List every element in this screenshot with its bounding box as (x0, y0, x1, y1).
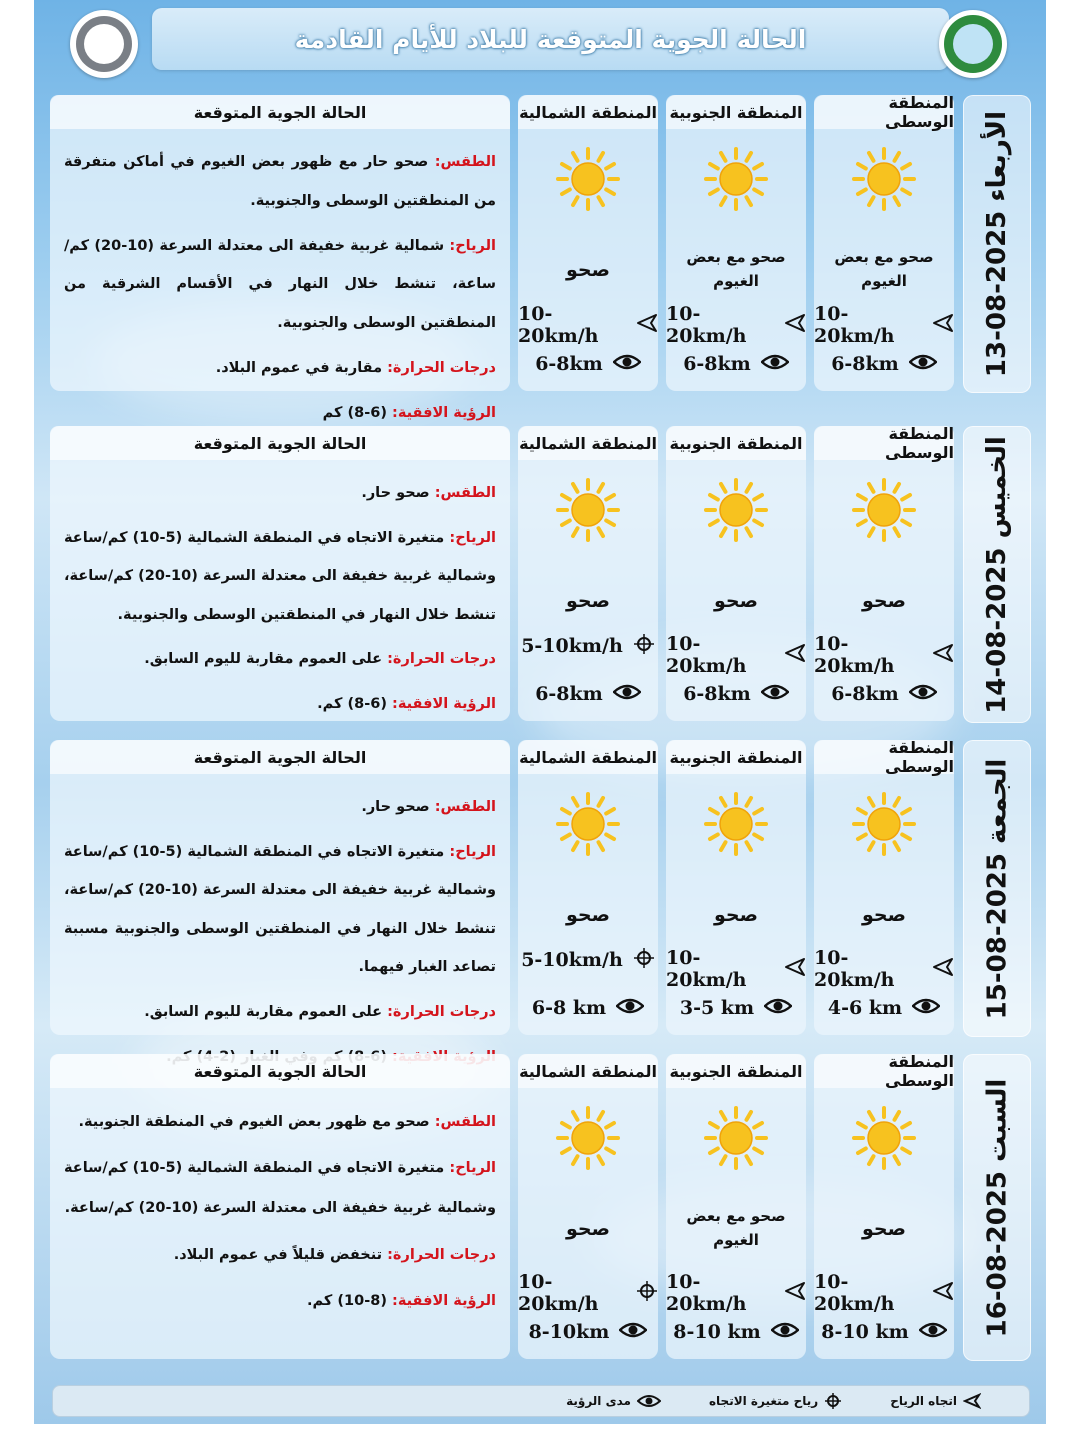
description-title: الحالة الجوية المتوقعة (50, 740, 510, 774)
weather-condition: صحو (566, 1218, 610, 1240)
variable-wind-icon (633, 947, 655, 973)
forecast-text: شمالية غربية خفيفة الى معتدلة السرعة (10-20) كم/ساعة، تنشط خلال النهار في الأقسام الشرقية من المنطقتين الوسطى والجنوبية. (64, 237, 496, 332)
forecast-label: الرؤية الافقية: (392, 404, 496, 421)
visibility-value: 3-5 km (679, 997, 755, 1019)
visibility-value: 6-8km (831, 683, 899, 705)
forecast-label: درجات الحرارة: (387, 1003, 496, 1020)
region-card-north (518, 426, 658, 721)
sun-icon (556, 147, 620, 211)
eye-icon (919, 1321, 947, 1343)
region-name: المنطقة الجنوبية (666, 95, 806, 129)
visibility-row (814, 1321, 954, 1343)
forecast-label: الرياح: (449, 1160, 496, 1177)
day-forecast-row (34, 732, 1046, 1039)
meteorological-org-logo (939, 10, 1007, 78)
weather-condition: صحو مع بعض الغيوم (686, 1207, 786, 1249)
wind-speed: 10-20km/h (518, 303, 599, 347)
day-forecast-row (34, 87, 1046, 421)
eye-icon (619, 1321, 647, 1343)
sun-icon (556, 478, 620, 542)
visibility-value: 6-8 km (531, 997, 607, 1019)
eye-icon (909, 353, 937, 375)
forecast-label: الطقس: (434, 799, 496, 815)
forecast-paragraph (64, 349, 496, 388)
wind-speed: 10-20km/h (814, 947, 895, 991)
page-header (152, 8, 949, 70)
region-name: المنطقة الجنوبية (666, 1054, 806, 1088)
forecast-text: تنخفض قليلاً في عموم البلاد. (173, 1246, 388, 1263)
weather-condition: صحو (862, 1218, 906, 1240)
weather-condition: صحو (862, 904, 906, 926)
forecast-text: صحو حار. (361, 799, 435, 815)
forecast-label: الطقس: (434, 1114, 496, 1130)
eye-icon (771, 1321, 799, 1343)
sun-icon (704, 147, 768, 211)
wind-row (666, 947, 806, 991)
eye-icon (909, 683, 937, 705)
forecast-paragraph (64, 1281, 496, 1321)
forecast-label: الرياح: (449, 843, 496, 860)
variable-wind-icon (633, 633, 655, 659)
description-title: الحالة الجوية المتوقعة (50, 95, 510, 129)
visibility-row (814, 353, 954, 375)
wind-speed: 5-10km/h (521, 949, 623, 971)
sun-icon (852, 1106, 916, 1170)
region-card-south (666, 95, 806, 391)
wind-direction-arrow-icon (932, 312, 954, 338)
forecast-description (50, 426, 510, 721)
wind-direction-arrow-icon (636, 312, 658, 338)
visibility-value: 6-8km (831, 353, 899, 375)
weather-condition: صحو (566, 259, 610, 281)
day-date: السبت 2025-08-16 (982, 1078, 1013, 1337)
description-title: الحالة الجوية المتوقعة (50, 426, 510, 460)
forecast-text: (6-8) كم. (317, 695, 393, 712)
visibility-row (666, 997, 806, 1019)
date-box (963, 95, 1031, 393)
visibility-row (666, 683, 806, 705)
visibility-row (518, 1321, 658, 1343)
forecast-text: صحو مع ظهور بعض الغيوم في المنطقة الجنوبية. (78, 1114, 435, 1130)
visibility-value: 4-6 km (827, 997, 903, 1019)
region-name: المنطقة الجنوبية (666, 740, 806, 774)
date-box (963, 740, 1031, 1037)
wind-direction-arrow-icon (784, 956, 806, 982)
forecast-text: مقاربة في عموم البلاد. (215, 359, 388, 376)
visibility-row (518, 997, 658, 1019)
region-name: المنطقة الوسطى (814, 740, 954, 774)
day-date: الجمعة 2025-08-15 (982, 758, 1012, 1019)
wind-direction-arrow-icon (963, 1392, 981, 1410)
visibility-value: 8-10 km (821, 1321, 909, 1343)
region-card-south (666, 426, 806, 721)
sun-icon (704, 792, 768, 856)
wind-direction-arrow-icon (932, 1280, 954, 1306)
wind-speed: 5-10km/h (521, 635, 623, 657)
wind-row (666, 1271, 806, 1315)
forecast-paragraph (64, 474, 496, 513)
visibility-value: 6-8km (683, 683, 751, 705)
forecast-paragraph (64, 227, 496, 343)
date-box (963, 1054, 1031, 1361)
forecast-paragraph (64, 993, 496, 1032)
wind-row (666, 633, 806, 677)
variable-wind-icon (636, 1280, 658, 1306)
sun-icon (704, 478, 768, 542)
region-name: المنطقة الشمالية (518, 426, 658, 460)
forecast-description (50, 740, 510, 1035)
forecast-paragraph (64, 1235, 496, 1275)
wind-row (814, 633, 954, 677)
region-name: المنطقة الجنوبية (666, 426, 806, 460)
forecast-text: صحو حار. (361, 485, 435, 501)
visibility-value: 6-8km (535, 353, 603, 375)
wind-direction-arrow-icon (932, 642, 954, 668)
eye-icon (613, 683, 641, 705)
forecast-label: درجات الحرارة: (387, 359, 496, 376)
weather-condition: صحو (714, 904, 758, 926)
forecast-paragraph (64, 143, 496, 221)
region-card-north (518, 95, 658, 391)
wind-speed: 10-20km/h (666, 1271, 747, 1315)
forecast-paragraph (64, 519, 496, 635)
region-card-central (814, 740, 954, 1035)
region-card-central (814, 426, 954, 721)
weather-condition: صحو (566, 590, 610, 612)
eye-icon (912, 997, 940, 1019)
visibility-row (814, 997, 954, 1019)
forecast-paragraph (64, 1148, 496, 1228)
forecast-text: متغيرة الاتجاه في المنطقة الشمالية (5-10) كم/ساعة وشمالية غربية خفيفة الى معتدلة السرعة (10-20) كم/ساعة. (64, 1160, 496, 1217)
variable-wind-icon (824, 1392, 842, 1410)
forecast-text: (8-10) كم. (307, 1292, 393, 1309)
eye-icon (761, 683, 789, 705)
day-date: الأربعاء 2025-08-13 (982, 110, 1013, 378)
wind-direction-arrow-icon (784, 312, 806, 338)
weather-condition: صحو (714, 590, 758, 612)
date-box (963, 426, 1031, 723)
region-name: المنطقة الشمالية (518, 95, 658, 129)
sun-icon (852, 147, 916, 211)
wind-speed: 10-20km/h (666, 633, 747, 677)
region-card-south (666, 740, 806, 1035)
forecast-text: متغيرة الاتجاه في المنطقة الشمالية (5-10) كم/ساعة وشمالية غربية خفيفة الى معتدلة السرعة (10-20) كم/ساعة، تنشط خلال النهار في المنطقتين الوسطى والجنوبية. (64, 529, 497, 623)
forecast-description (50, 95, 510, 421)
weather-condition: صحو (566, 904, 610, 926)
forecast-label: الرياح: (449, 529, 496, 546)
forecast-page (34, 0, 1046, 1424)
forecast-paragraph (64, 640, 496, 679)
wind-direction-arrow-icon (932, 956, 954, 982)
forecast-paragraph (64, 685, 496, 724)
sun-icon (852, 478, 916, 542)
forecast-text: على العموم مقاربة لليوم السابق. (144, 651, 388, 668)
eye-icon (616, 997, 644, 1019)
page-title: الحالة الجوية المتوقعة للبلاد للأيام القادمة (294, 24, 807, 54)
wind-speed: 10-20km/h (814, 1271, 895, 1315)
region-name: المنطقة الوسطى (814, 1054, 954, 1088)
wind-row (814, 947, 954, 991)
forecast-label: الرؤية الافقية: (392, 1292, 496, 1309)
legend-variable-wind (709, 1392, 842, 1410)
forecast-label: الرياح: (449, 237, 496, 254)
wind-row (518, 633, 658, 659)
wind-direction-arrow-icon (784, 642, 806, 668)
day-date: الخميس 2025-08-14 (982, 435, 1013, 714)
forecast-label: الطقس: (434, 485, 496, 501)
visibility-value: 8-10km (528, 1321, 610, 1343)
visibility-value: 6-8km (683, 353, 751, 375)
visibility-row (666, 1321, 806, 1343)
region-name: المنطقة الشمالية (518, 740, 658, 774)
visibility-row (518, 683, 658, 705)
wind-speed: 10-20km/h (666, 947, 747, 991)
legend-variable-wind-label: رياح متغيرة الاتجاه (708, 1394, 819, 1408)
legend (52, 1385, 1030, 1417)
visibility-value: 8-10 km (673, 1321, 761, 1343)
sun-icon (704, 1106, 768, 1170)
description-title: الحالة الجوية المتوقعة (50, 1054, 510, 1088)
region-card-central (814, 1054, 954, 1359)
forecast-text: متغيرة الاتجاه في المنطقة الشمالية (5-10) كم/ساعة وشمالية غربية خفيفة الى معتدلة السرعة (10-20) كم/ساعة، تنشط خلال النهار في المنطقتين الوسطى والجنوبية مسببة تصاعد الغبار فيهما. (64, 843, 497, 976)
region-card-central (814, 95, 954, 391)
weather-condition: صحو مع بعض الغيوم (834, 248, 934, 290)
eye-icon (761, 353, 789, 375)
eye-icon (764, 997, 792, 1019)
wind-row (814, 1271, 954, 1315)
weather-condition: صحو مع بعض الغيوم (686, 248, 786, 290)
sun-icon (556, 792, 620, 856)
wind-speed: 10-20km/h (814, 303, 895, 347)
forecast-label: درجات الحرارة: (387, 651, 496, 668)
forecast-label: درجات الحرارة: (387, 1246, 496, 1263)
wind-speed: 10-20km/h (814, 633, 895, 677)
eye-icon (637, 1393, 661, 1409)
wind-row (814, 303, 954, 347)
wind-row (518, 1271, 658, 1315)
sun-icon (556, 1106, 620, 1170)
wind-direction-arrow-icon (784, 1280, 806, 1306)
visibility-row (518, 353, 658, 375)
region-name: المنطقة الشمالية (518, 1054, 658, 1088)
visibility-row (814, 683, 954, 705)
forecast-text: صحو حار مع ظهور بعض الغيوم في أماكن متفرقة من المنطقتين الوسطى والجنوبية. (64, 154, 496, 209)
forecast-text: (6-8) كم (322, 404, 393, 421)
legend-wind-direction (890, 1392, 981, 1410)
region-card-north (518, 740, 658, 1035)
wind-speed: 10-20km/h (518, 1271, 599, 1315)
forecast-paragraph (64, 833, 496, 987)
day-forecast-row (34, 1046, 1046, 1363)
wind-row (666, 303, 806, 347)
region-card-south (666, 1054, 806, 1359)
weather-condition: صحو (862, 590, 906, 612)
legend-visibility (566, 1393, 661, 1409)
day-forecast-row (34, 418, 1046, 725)
forecast-label: الطقس: (434, 154, 496, 170)
sun-icon (852, 792, 916, 856)
visibility-value: 6-8km (535, 683, 603, 705)
legend-visibility-label: مدى الرؤية (566, 1394, 631, 1408)
region-card-north (518, 1054, 658, 1359)
forecasting-dept-logo (70, 10, 138, 78)
forecast-text: على العموم مقاربة لليوم السابق. (144, 1003, 388, 1020)
forecast-paragraph (64, 1102, 496, 1142)
forecast-paragraph (64, 788, 496, 827)
visibility-row (666, 353, 806, 375)
region-name: المنطقة الوسطى (814, 95, 954, 129)
wind-row (518, 947, 658, 973)
forecast-label: الرؤية الافقية: (392, 695, 496, 712)
eye-icon (613, 353, 641, 375)
region-name: المنطقة الوسطى (814, 426, 954, 460)
wind-speed: 10-20km/h (666, 303, 747, 347)
legend-wind-direction-label: اتجاه الرياح (890, 1394, 957, 1408)
forecast-description (50, 1054, 510, 1359)
wind-row (518, 303, 658, 347)
